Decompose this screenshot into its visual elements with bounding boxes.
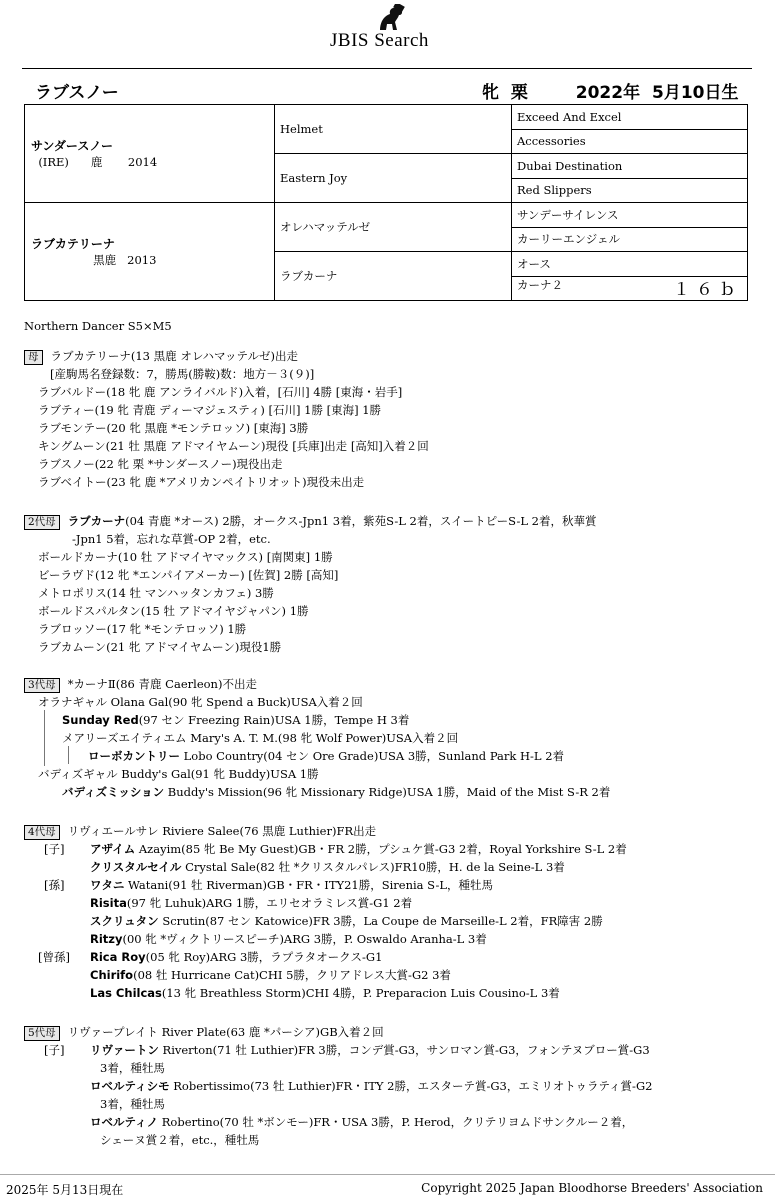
pedigree-gen2-cell[interactable]: ラブカーナ: [275, 252, 512, 301]
progeny-line: ボールドスパルタン(15 牡 アドマイヤジャパン) 1勝: [38, 604, 309, 618]
progeny-line: リヴァートン Riverton(71 牡 Luthier)FR 3勝，コンデ賞-G3，サンロマン賞-G3，フォンテヌブロー賞-G3: [90, 1043, 650, 1057]
pedigree-gen3-cell[interactable]: サンデーサイレンス: [512, 203, 748, 228]
progeny-line: ローボカントリー Lobo Country(04 セン Ore Grade)USA 3勝，Sunland Park H-L 2着: [88, 749, 565, 763]
horse-color: 栗: [510, 83, 528, 103]
highlight-horse: ローボカントリー: [88, 749, 180, 763]
section-dam-header: [24, 348, 298, 365]
section-line: ラブカテリーナ(13 黒鹿 オレハマッテルゼ)出走: [50, 349, 298, 363]
highlight-horse: Sunday Red: [62, 713, 139, 727]
relation-label: [曾孫]: [38, 950, 70, 964]
progeny-line: Ritzy(00 牝 *ヴィクトリースピーチ)ARG 3勝，P. Oswaldo Aranha-L 3着: [90, 932, 487, 946]
progeny-line: ラブロッソー(17 牝 *モンテロッソ) 1勝: [38, 622, 247, 636]
tree-connector: [68, 746, 69, 764]
progeny-line: シェーヌ賞２着，etc.，種牡馬: [100, 1133, 260, 1147]
progeny-line: 3着，種牡馬: [100, 1061, 165, 1075]
progeny-line: クリスタルセイル Crystal Sale(82 牡 *クリスタルパレス)FR10勝，H. de la Seine-L 3着: [90, 860, 565, 874]
progeny-line: バディズギャル Buddy's Gal(91 牝 Buddy)USA 1勝: [38, 767, 319, 781]
progeny-line: メアリーズエイティエム Mary's A. T. M.(98 牝 Wolf Power)USA入着２回: [62, 731, 459, 745]
progeny-line: ラブモンテー(20 牝 黒鹿 *モンテロッソ) [東海] 3勝: [38, 421, 309, 435]
section-2nd-dam-header: [24, 513, 596, 530]
pedigree-gen3-cell[interactable]: Red Slippers: [512, 178, 748, 203]
pedigree-gen3-cell[interactable]: オース: [512, 252, 748, 277]
generation-tag: 4代母: [24, 825, 60, 840]
section-line: -Jpn1 5着，忘れな草賞-OP 2着，etc.: [72, 532, 271, 546]
inbreeding-note: Northern Dancer S5×M5: [24, 319, 172, 333]
progeny-line: Chirifo(08 牡 Hurricane Cat)CHI 5勝，クリアドレス大賞-G2 3着: [90, 968, 451, 982]
section-3rd-dam-header: [24, 676, 257, 693]
progeny-line: アザイム Azayim(85 牝 Be My Guest)GB・FR 2勝，プシュケ賞-G3 2着，Royal Yorkshire S-L 2着: [90, 842, 627, 856]
progeny-line: オラナギャル Olana Gal(90 牝 Spend a Buck)USA入着２回: [38, 695, 363, 709]
header-divider: [22, 68, 752, 69]
sire-name[interactable]: サンダースノー: [31, 139, 113, 153]
progeny-line: Sunday Red(97 セン Freezing Rain)USA 1勝，Tempe H 3着: [62, 713, 410, 727]
pedigree-gen3-cell[interactable]: Accessories: [512, 129, 748, 154]
dam-cell: [25, 203, 275, 301]
pedigree-gen3-cell[interactable]: カーリーエンジェル: [512, 227, 748, 252]
dam-name[interactable]: ラブカテリーナ: [31, 237, 115, 251]
section-line: リヴァープレイト River Plate(63 鹿 *パーシア)GB入着２回: [67, 1025, 384, 1039]
horse-birthdate: 2022年 5月10日生: [575, 83, 739, 103]
section-line: (04 青鹿 *オース) 2勝，オークス-Jpn1 3着，紫苑S-L 2着，スイートピーS-L 2着，秋華賞: [125, 514, 597, 528]
highlight-horse: ラブカーナ: [67, 514, 126, 528]
progeny-line: 3着，種牡馬: [100, 1097, 165, 1111]
footer-date: 2025年 5月13日現在: [6, 1183, 124, 1197]
progeny-line: ラブベイトー(23 牝 鹿 *アメリカンペイトリオット)現役未出走: [38, 475, 365, 489]
progeny-line: ビーラヴド(12 牝 *エンパイアメーカー) [佐賀] 2勝 [高知]: [38, 568, 339, 582]
sire-cell: [25, 105, 275, 203]
section-4th-dam-header: [24, 823, 376, 840]
section-line: リヴィエールサレ Riviere Salee(76 黒鹿 Luthier)FR出走: [67, 824, 377, 838]
progeny-line: ロベルティノ Robertino(70 牡 *ボンモー)FR・USA 3勝，P. Herod，クリテリヨムドサンクルー２着，: [90, 1115, 634, 1129]
relation-label: [子]: [44, 842, 65, 856]
progeny-line: ラブカムーン(21 牝 アドマイヤムーン)現役1勝: [38, 640, 282, 654]
footer-divider: [0, 1174, 775, 1175]
progeny-line: ラブバルドー(18 牝 鹿 アンライバルド)入着，[石川] 4勝 [東海・岩手]: [38, 385, 403, 399]
generation-tag: 3代母: [24, 678, 60, 693]
family-number: １６ｂ: [673, 279, 742, 300]
progeny-line: ラブティー(19 牝 青鹿 ディーマジェスティ) [石川] 1勝 [東海] 1勝: [38, 403, 382, 417]
section-line: [産駒馬名登録数：7，勝馬(勝鞍)数：地方－３(９)]: [50, 367, 315, 381]
progeny-line: スクリュタン Scrutin(87 セン Katowice)FR 3勝，La Coupe de Marseille-L 2着，FR障害 2勝: [90, 914, 603, 928]
pedigree-gen2-cell[interactable]: Helmet: [275, 105, 512, 154]
progeny-line: ボールドカーナ(10 牡 アドマイヤマックス) [南関東] 1勝: [38, 550, 333, 564]
pedigree-table: [24, 104, 748, 301]
section-5th-dam-header: [24, 1024, 384, 1041]
generation-tag: 5代母: [24, 1026, 60, 1041]
progeny-line: バディズミッション Buddy's Mission(96 牝 Missionary Ridge)USA 1勝，Maid of the Mist S-R 2着: [62, 785, 611, 799]
generation-tag: 母: [24, 350, 43, 365]
footer-copyright: Copyright 2025 Japan Bloodhorse Breeders' Association: [421, 1181, 763, 1195]
horse-name: ラブスノー: [35, 83, 119, 103]
logo-text: JBIS Search: [330, 30, 429, 51]
highlight-horse: バディズミッション: [62, 785, 165, 799]
progeny-line: ロベルティシモ Robertissimo(73 牡 Luthier)FR・ITY 2勝，エスターテ賞-G3，エミリオトゥラティ賞-G2: [90, 1079, 653, 1093]
jbis-logo[interactable]: [326, 4, 466, 54]
tree-connector: [44, 710, 45, 766]
dam-details: 黒鹿 2013: [93, 253, 157, 267]
progeny-line: Las Chilcas(13 牝 Breathless Storm)CHI 4勝，P. Preparacion Luis Cousino-L 3着: [90, 986, 560, 1000]
progeny-line: ワタニ Watani(91 牡 Riverman)GB・FR・ITY21勝，Sirenia S-L，種牡馬: [90, 878, 493, 892]
progeny-line: ラブスノー(22 牝 栗 *サンダースノー)現役出走: [38, 457, 283, 471]
relation-label: [子]: [44, 1043, 65, 1057]
pedigree-gen2-cell[interactable]: オレハマッテルゼ: [275, 203, 512, 252]
pedigree-gen2-cell[interactable]: Eastern Joy: [275, 154, 512, 203]
progeny-line: メトロポリス(14 牡 マンハッタンカフェ) 3勝: [38, 586, 274, 600]
pedigree-gen3-cell[interactable]: Exceed And Excel: [512, 105, 748, 130]
section-line: *カーナⅡ(86 青鹿 Caerleon)不出走: [67, 677, 257, 691]
sire-details: (IRE) 鹿 2014: [38, 155, 158, 169]
horse-info: [482, 78, 738, 103]
pedigree-gen3-cell: [512, 276, 748, 301]
pedigree-gen3-cell[interactable]: Dubai Destination: [512, 154, 748, 179]
progeny-line: Rica Roy(05 牝 Roy)ARG 3勝，ラプラタオークス-G1: [90, 950, 383, 964]
generation-tag: 2代母: [24, 515, 60, 530]
progeny-line: Risita(97 牝 Luhuk)ARG 1勝，エリセオラミレス賞-G1 2着: [90, 896, 413, 910]
relation-label: [孫]: [44, 878, 65, 892]
horse-sex: 牝: [482, 83, 499, 103]
progeny-line: キングムーン(21 牡 黒鹿 アドマイヤムーン)現役 [兵庫]出走 [高知]入着２回: [38, 439, 429, 453]
pedigree-gen3-label[interactable]: カーナ２: [517, 277, 563, 292]
